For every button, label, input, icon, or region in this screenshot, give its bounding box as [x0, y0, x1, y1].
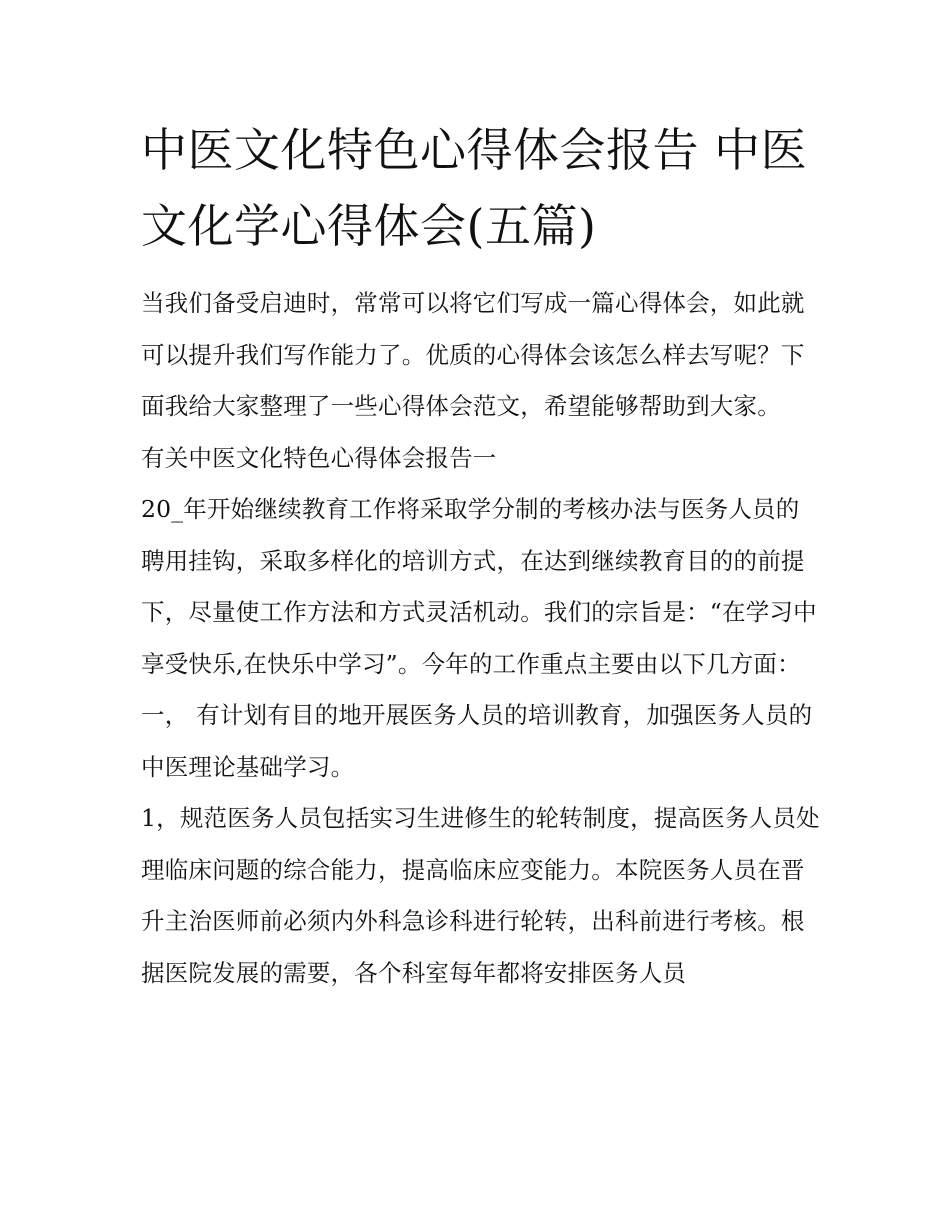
section-heading: 有关中医文化特色心得体会报告一: [141, 443, 497, 472]
numbered-item-1: 一， 有计划有目的地开展医务人员的培训教育，加强医务人员的中医理论基础学习。: [141, 701, 813, 781]
intro-paragraph: 当我们备受启迪时，常常可以将它们写成一篇心得体会，如此就可以提升我们写作能力了。优质的心得体会该怎么样去写呢？下面我给大家整理了一些心得体会范文，希望能够帮助到大家。: [141, 289, 805, 420]
document-title: 中医文化特色心得体会报告 中医文化学心得体会(五篇): [141, 123, 808, 253]
document-body: [141, 278, 821, 999]
body-paragraph: 20_年开始继续教育工作将采取学分制的考核办法与医务人员的聘用挂钩，采取多样化的培训方式，在达到继续教育目的的前提下，尽量使工作方法和方式灵活机动。我们的宗旨是：“在学习中享受快乐,在快乐中学习”。今年的工作重点主要由以下几方面：: [141, 495, 817, 678]
list-item-1: 1，规范医务人员包括实习生进修生的轮转制度，提高医务人员处理临床问题的综合能力，提高临床应变能力。本院医务人员在晋升主治医师前必须内外科急诊科进行轮转，出科前进行考核。根据医院发展的需要，各个科室每年都将安排医务人员: [141, 804, 820, 987]
